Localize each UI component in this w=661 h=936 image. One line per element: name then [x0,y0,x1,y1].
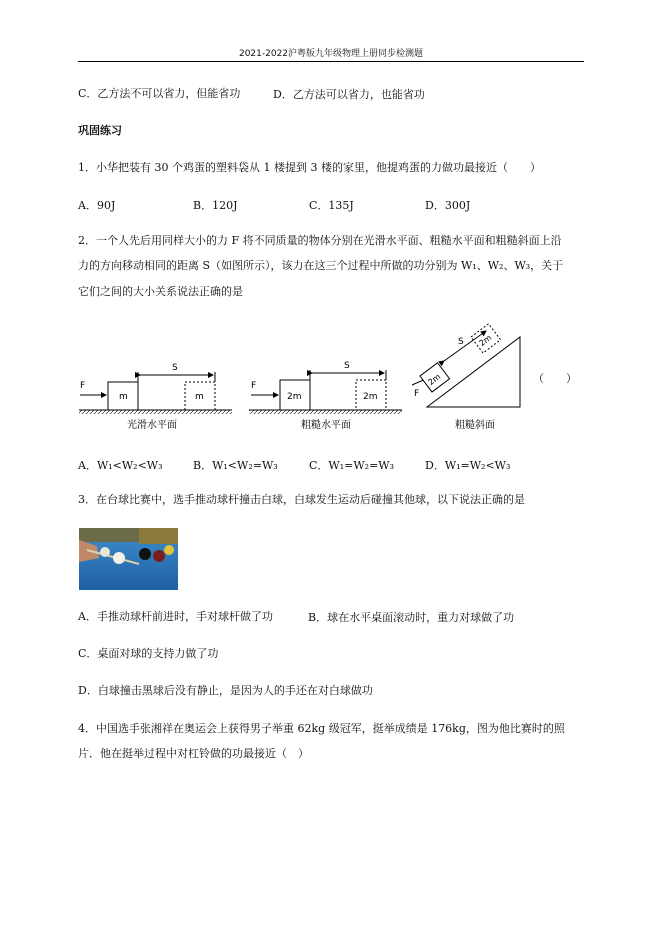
q3-option-b: B．球在水平桌面滚动时，重力对球做了功 [308,611,515,624]
prev-option-c: C．乙方法不可以省力，但能省功 [78,87,241,100]
q2-option-c: C．W₁=W₂=W₃ [309,459,394,472]
q3-option-a: A．手推动球杆前进时，手对球杆做了功 [78,610,273,623]
figure-rough-incline [412,324,520,431]
fig2-block2-label: 2m [363,392,378,402]
q2-option-d: D．W₁=W₂<W₃ [425,459,511,472]
q2-stem-line3: 它们之间的大小关系说法正确的是 [78,285,243,298]
fig2-block1-label: 2m [287,392,302,402]
fig1-distance-label: S [172,363,178,373]
fig2-caption: 粗糙水平面 [301,420,351,431]
q2-option-b: B．W₁<W₂=W₃ [193,459,278,472]
fig3-caption: 粗糙斜面 [455,420,495,431]
q1-stem: 1．小华把装有 30 个鸡蛋的塑料袋从 1 楼提到 3 楼的家里，他提鸡蛋的力做功最接近（ ） [78,161,541,174]
section-title: 巩固练习 [78,124,122,137]
fig1-caption: 光滑水平面 [127,420,177,431]
q3-option-d: D．白球撞击黑球后没有静止，是因为人的手还在对白球做功 [78,684,373,697]
fig3-distance-label: S [458,337,464,347]
q1-option-d: D．300J [425,199,471,212]
billiards-photo [79,528,178,590]
q3-option-c: C．桌面对球的支持力做了功 [78,647,219,660]
figure-smooth-horizontal [79,363,232,431]
fig2-force-label: F [251,381,257,391]
q2-answer-bracket: （ ） [533,372,577,385]
q1-option-b: B．120J [193,199,238,212]
fig1-block1-label: m [119,392,128,402]
q1-option-a: A．90J [78,199,116,212]
fig3-force-label: F [414,389,420,399]
q4-stem-line1: 4．中国选手张湘祥在奥运会上获得男子举重 62kg 级冠军，挺举成绩是 176kg，图为他比赛时的照 [78,722,565,735]
q3-stem: 3．在台球比赛中，选手推动球杆撞击白球，白球发生运动后碰撞其他球，以下说法正确的是 [78,493,525,506]
prev-option-d: D．乙方法可以省力，也能省功 [273,88,425,101]
fig1-force-label: F [80,381,86,391]
page-header: 2021-2022沪粤版九年级物理上册同步检测题 [238,49,424,59]
q2-stem-line1: 2．一个人先后用同样大小的力 F 将不同质量的物体分别在光滑水平面、粗糙水平面和粗糙斜面上沿 [78,234,562,247]
q4-stem-line2: 片．他在挺举过程中对杠铃做的功最接近（ ） [78,747,309,760]
q2-option-a: A．W₁<W₂<W₃ [78,459,163,472]
fig1-block2-label: m [195,392,204,402]
fig3-block2-label: 2m [477,333,494,348]
q1-option-c: C．135J [309,199,354,212]
fig3-block1-label: 2m [426,372,443,387]
fig2-distance-label: S [344,361,350,371]
q2-stem-line2: 力的方向移动相同的距离 S（如图所示），该力在这三个过程中所做的功分别为 W₁、W₂、W₃，关于 [78,259,564,272]
figure-rough-horizontal [249,361,402,431]
